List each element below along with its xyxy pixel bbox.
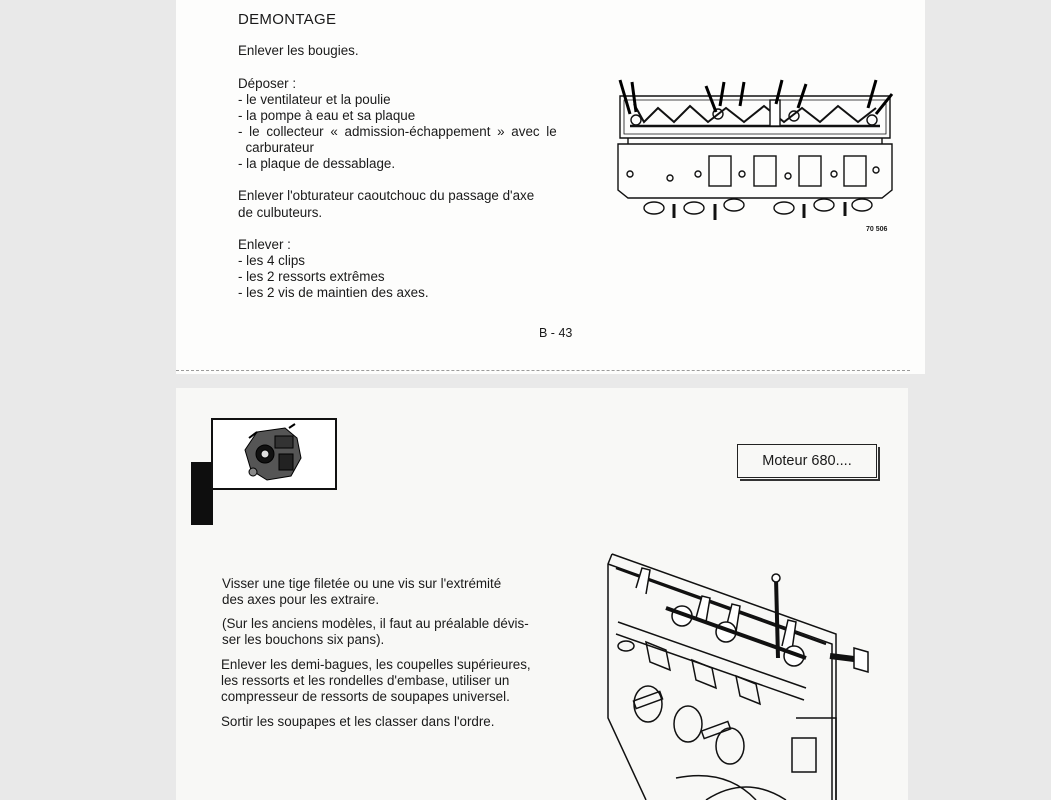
paragraph-line: Visser une tige filetée ou une vis sur l'extrémité	[222, 576, 502, 591]
enlever-item: - les 2 ressorts extrêmes	[238, 269, 385, 284]
section-heading: DEMONTAGE	[238, 11, 337, 28]
paragraph-line: Enlever les demi-bagues, les coupelles supérieures,	[221, 657, 531, 672]
enlever-item: - les 4 clips	[238, 253, 305, 268]
instruction-obturator: Enlever l'obturateur caoutchouc du passage d'axe	[238, 188, 535, 203]
enlever-label: Enlever :	[238, 237, 291, 252]
engine-thumbnail-icon	[239, 424, 309, 482]
instruction-obturator-cont: de culbuteurs.	[238, 205, 323, 220]
cylinder-head-perspective-figure	[606, 548, 876, 800]
top-page	[176, 0, 925, 374]
bottom-page	[176, 388, 908, 800]
page-divider	[176, 370, 910, 371]
paragraph-line: ser les bouchons six pans).	[222, 632, 385, 647]
deposer-label: Déposer :	[238, 76, 297, 91]
cylinder-head-figure	[614, 78, 896, 228]
paragraph-line: les ressorts et les rondelles d'embase, utiliser un	[221, 673, 510, 688]
paragraph-line: (Sur les anciens modèles, il faut au préalable dévis-	[222, 616, 529, 631]
enlever-item: - les 2 vis de maintien des axes.	[238, 285, 429, 300]
paragraph-line: compresseur de ressorts de soupapes universel.	[221, 689, 510, 704]
deposer-item: - la pompe à eau et sa plaque	[238, 108, 416, 123]
deposer-item: - le ventilateur et la poulie	[238, 92, 391, 107]
figure-code: 70 506	[866, 226, 888, 233]
deposer-item: - la plaque de dessablage.	[238, 156, 396, 171]
engine-thumbnail	[211, 418, 337, 490]
deposer-item: carburateur	[238, 140, 314, 155]
paragraph-line: Sortir les soupapes et les classer dans l'ordre.	[221, 714, 495, 729]
engine-model-label: Moteur 680....	[737, 444, 877, 478]
paragraph-line: des axes pour les extraire.	[222, 592, 380, 607]
section-tab-marker	[191, 462, 213, 525]
deposer-item: - le collecteur « admission-échappement » avec le	[238, 124, 557, 139]
page-number: B - 43	[539, 326, 573, 340]
instruction-remove-plugs: Enlever les bougies.	[238, 43, 359, 58]
